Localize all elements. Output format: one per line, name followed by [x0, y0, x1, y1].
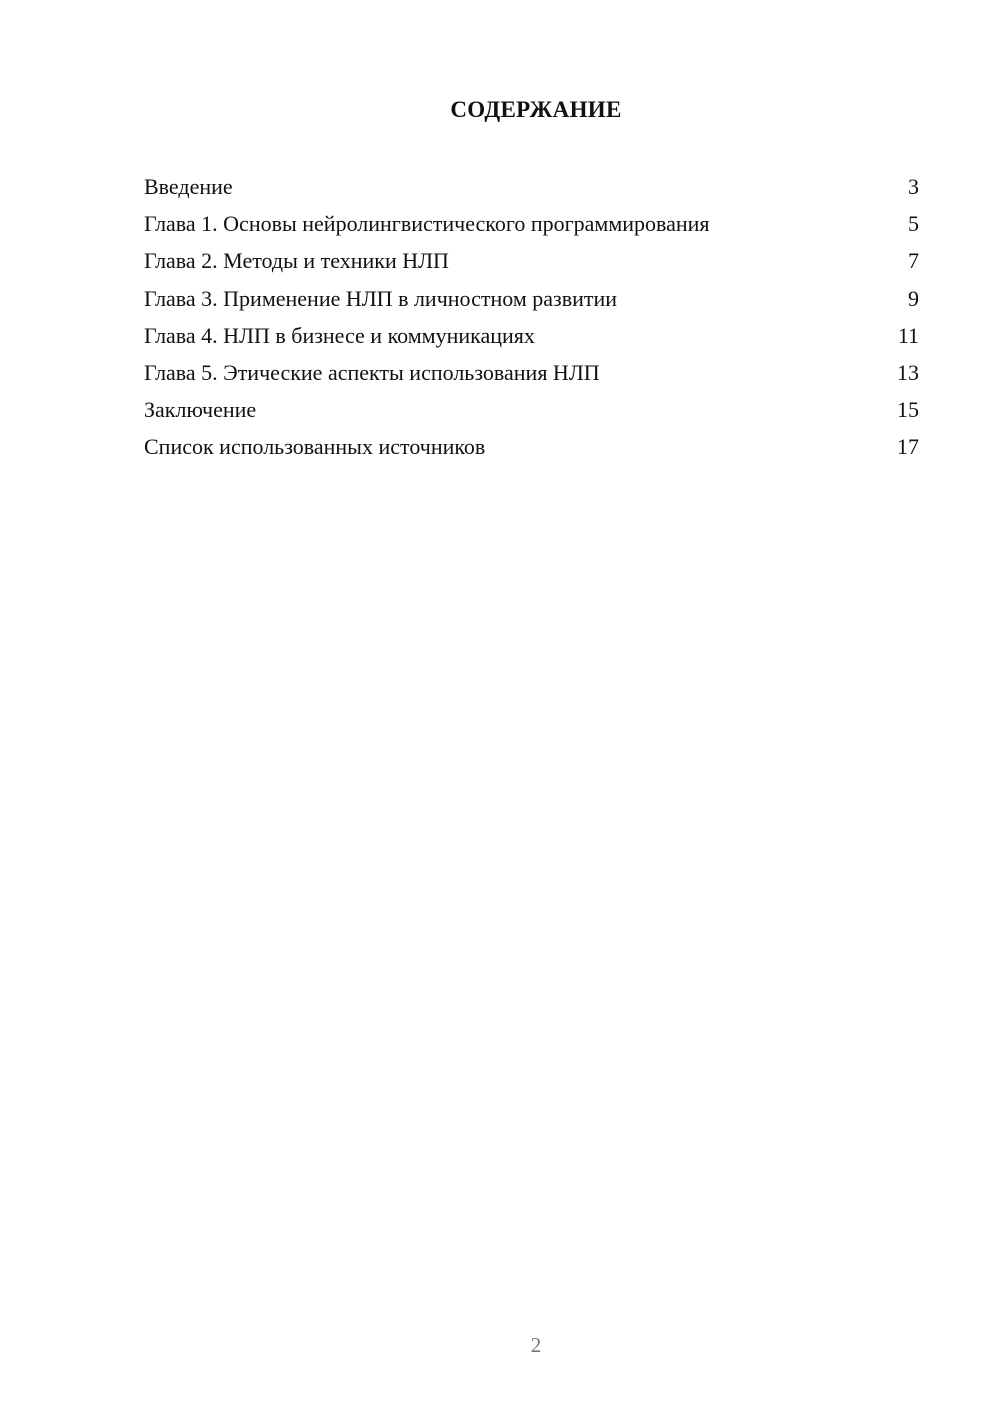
- toc-entry-label: Глава 5. Этические аспекты использования НЛП: [144, 359, 600, 385]
- toc-entry-chapter-4[interactable]: [144, 317, 919, 354]
- toc-entry-page: 5: [908, 211, 919, 237]
- toc-entry-label: Глава 3. Применение НЛП в личностном развитии: [144, 285, 618, 311]
- toc-entry-label: Заключение: [144, 397, 257, 423]
- page-number: 2: [530, 1333, 542, 1357]
- toc-entry-page: 7: [908, 248, 919, 274]
- toc-entry-label: Список использованных источников: [144, 434, 486, 460]
- toc-entry-label: Глава 4. НЛП в бизнесе и коммуникациях: [144, 322, 535, 348]
- toc-entry-label: Введение: [144, 174, 233, 199]
- toc-entry-label: Глава 1. Основы нейролингвистического программирования: [144, 211, 710, 237]
- toc-entry-introduction[interactable]: [144, 168, 919, 205]
- toc-entry-page: 15: [897, 397, 919, 423]
- toc-entry-page: 11: [897, 322, 919, 348]
- toc-entry-references[interactable]: [144, 428, 919, 465]
- toc-entry-page: 17: [897, 434, 919, 460]
- toc-entry-chapter-1[interactable]: [144, 205, 919, 242]
- toc-entry-page: 13: [897, 359, 919, 385]
- toc-entry-chapter-3[interactable]: [144, 280, 919, 317]
- toc-entry-chapter-2[interactable]: [144, 242, 919, 279]
- toc-heading: СОДЕРЖАНИЕ: [450, 97, 622, 122]
- toc-entry-label: Глава 2. Методы и техники НЛП: [144, 248, 449, 274]
- toc-entry-page: 3: [908, 174, 919, 199]
- toc-entry-conclusion[interactable]: [144, 391, 919, 428]
- toc-entry-page: 9: [908, 285, 919, 311]
- table-of-contents: [144, 168, 919, 466]
- toc-entry-chapter-5[interactable]: [144, 354, 919, 391]
